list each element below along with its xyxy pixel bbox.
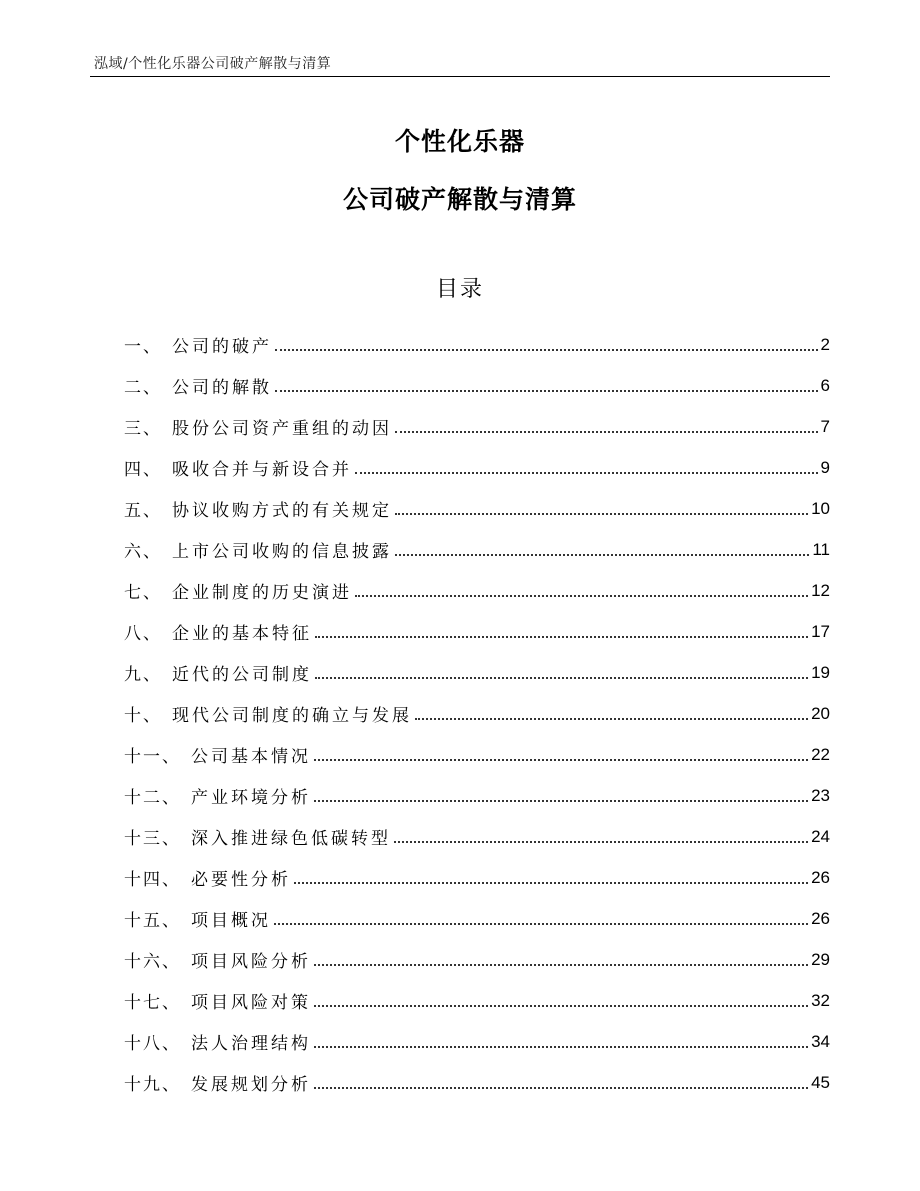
- toc-entry[interactable]: [124, 734, 830, 775]
- header-divider: [90, 76, 830, 77]
- toc-entry[interactable]: [124, 1062, 830, 1103]
- toc-entry-page: 17: [811, 621, 830, 641]
- toc-entry-number: 十一、: [124, 747, 181, 767]
- toc-entry[interactable]: [124, 1021, 830, 1062]
- toc-entry[interactable]: [124, 324, 830, 365]
- toc-entry[interactable]: [124, 406, 830, 447]
- toc-entry-page: 9: [820, 457, 830, 477]
- toc-entry[interactable]: [124, 693, 830, 734]
- toc-entry-number: 一、: [124, 337, 162, 357]
- toc-entry-number: 四、: [124, 460, 162, 480]
- toc-dot-leader: [275, 390, 818, 392]
- toc-entry-page: 20: [811, 703, 830, 723]
- toc-entry-label: 发展规划分析: [191, 1075, 311, 1095]
- toc-entry-number: 十七、: [124, 993, 181, 1013]
- toc-dot-leader: [415, 718, 808, 720]
- toc-entry[interactable]: [124, 652, 830, 693]
- toc-entry[interactable]: [124, 898, 830, 939]
- toc-entry-number: 十六、: [124, 952, 181, 972]
- toc-entry-label: 协议收购方式的有关规定: [172, 501, 392, 521]
- toc-entry[interactable]: [124, 857, 830, 898]
- toc-dot-leader: [274, 923, 808, 925]
- toc-entry-page: 7: [820, 416, 830, 436]
- toc-entry-page: 23: [811, 785, 830, 805]
- toc-entry-label: 项目风险分析: [191, 952, 311, 972]
- toc-entry-number: 九、: [124, 665, 162, 685]
- running-header: 泓域/个性化乐器公司破产解散与清算: [94, 56, 332, 72]
- toc-entry-label: 必要性分析: [191, 870, 291, 890]
- toc-entry-label: 公司的解散: [172, 378, 272, 398]
- toc-entry[interactable]: [124, 447, 830, 488]
- toc-entry-page: 6: [820, 375, 830, 395]
- toc-dot-leader: [315, 677, 808, 679]
- toc-entry-label: 法人治理结构: [191, 1034, 311, 1054]
- toc-entry[interactable]: [124, 365, 830, 406]
- toc-dot-leader: [395, 431, 818, 433]
- toc-dot-leader: [314, 964, 808, 966]
- toc-entry-number: 十四、: [124, 870, 181, 890]
- toc-entry-page: 26: [811, 867, 830, 887]
- toc-heading: 目录: [435, 277, 484, 302]
- toc-dot-leader: [315, 636, 808, 638]
- toc-entry-label: 股份公司资产重组的动因: [172, 419, 392, 439]
- toc-entry[interactable]: [124, 570, 830, 611]
- toc-entry-number: 十八、: [124, 1034, 181, 1054]
- toc-dot-leader: [395, 513, 808, 515]
- toc-entry-number: 七、: [124, 583, 162, 603]
- document-title-line-2: 公司破产解散与清算: [342, 185, 577, 214]
- toc-entry-page: 45: [811, 1072, 830, 1092]
- toc-entry-label: 公司的破产: [172, 337, 272, 357]
- toc-dot-leader: [355, 595, 808, 597]
- toc-entry-number: 十三、: [124, 829, 181, 849]
- toc-entry-label: 产业环境分析: [191, 788, 311, 808]
- toc-entry-label: 企业的基本特征: [172, 624, 312, 644]
- toc-entry[interactable]: [124, 488, 830, 529]
- toc-dot-leader: [355, 472, 818, 474]
- toc-dot-leader: [395, 554, 809, 556]
- document-title-line-1: 个性化乐器: [394, 127, 525, 156]
- toc-entry-page: 2: [820, 334, 830, 354]
- toc-entry-page: 24: [811, 826, 830, 846]
- toc-entry[interactable]: [124, 611, 830, 652]
- toc-dot-leader: [314, 1087, 808, 1089]
- toc-entry-number: 十五、: [124, 911, 181, 931]
- toc-entry[interactable]: [124, 529, 830, 570]
- toc-entry[interactable]: [124, 980, 830, 1021]
- toc-entry-number: 五、: [124, 501, 162, 521]
- toc-entry-number: 十二、: [124, 788, 181, 808]
- table-of-contents: [124, 324, 830, 1103]
- toc-entry-label: 吸收合并与新设合并: [172, 460, 352, 480]
- toc-entry-label: 企业制度的历史演进: [172, 583, 352, 603]
- toc-entry-page: 19: [811, 662, 830, 682]
- toc-entry-page: 32: [811, 990, 830, 1010]
- toc-entry-page: 12: [811, 580, 830, 600]
- toc-entry-label: 项目风险对策: [191, 993, 311, 1013]
- toc-entry-number: 二、: [124, 378, 162, 398]
- toc-entry-label: 现代公司制度的确立与发展: [172, 706, 412, 726]
- toc-entry[interactable]: [124, 939, 830, 980]
- toc-entry-number: 六、: [124, 542, 162, 562]
- toc-entry[interactable]: [124, 775, 830, 816]
- toc-entry-label: 深入推进绿色低碳转型: [191, 829, 391, 849]
- toc-entry-label: 上市公司收购的信息披露: [172, 542, 392, 562]
- toc-entry-page: 34: [811, 1031, 830, 1051]
- toc-entry-page: 10: [811, 498, 830, 518]
- toc-entry-page: 11: [812, 539, 830, 559]
- toc-entry-number: 十九、: [124, 1075, 181, 1095]
- toc-entry-page: 26: [811, 908, 830, 928]
- toc-dot-leader: [314, 759, 808, 761]
- toc-entry-number: 八、: [124, 624, 162, 644]
- toc-dot-leader: [314, 1005, 808, 1007]
- toc-entry-number: 三、: [124, 419, 162, 439]
- toc-entry-label: 公司基本情况: [191, 747, 311, 767]
- toc-entry-label: 项目概况: [191, 911, 271, 931]
- toc-dot-leader: [394, 841, 808, 843]
- toc-entry[interactable]: [124, 816, 830, 857]
- toc-dot-leader: [294, 882, 808, 884]
- toc-dot-leader: [314, 800, 808, 802]
- toc-entry-number: 十、: [124, 706, 162, 726]
- toc-entry-page: 22: [811, 744, 830, 764]
- toc-dot-leader: [314, 1046, 808, 1048]
- toc-entry-label: 近代的公司制度: [172, 665, 312, 685]
- toc-entry-page: 29: [811, 949, 830, 969]
- toc-dot-leader: [275, 349, 818, 351]
